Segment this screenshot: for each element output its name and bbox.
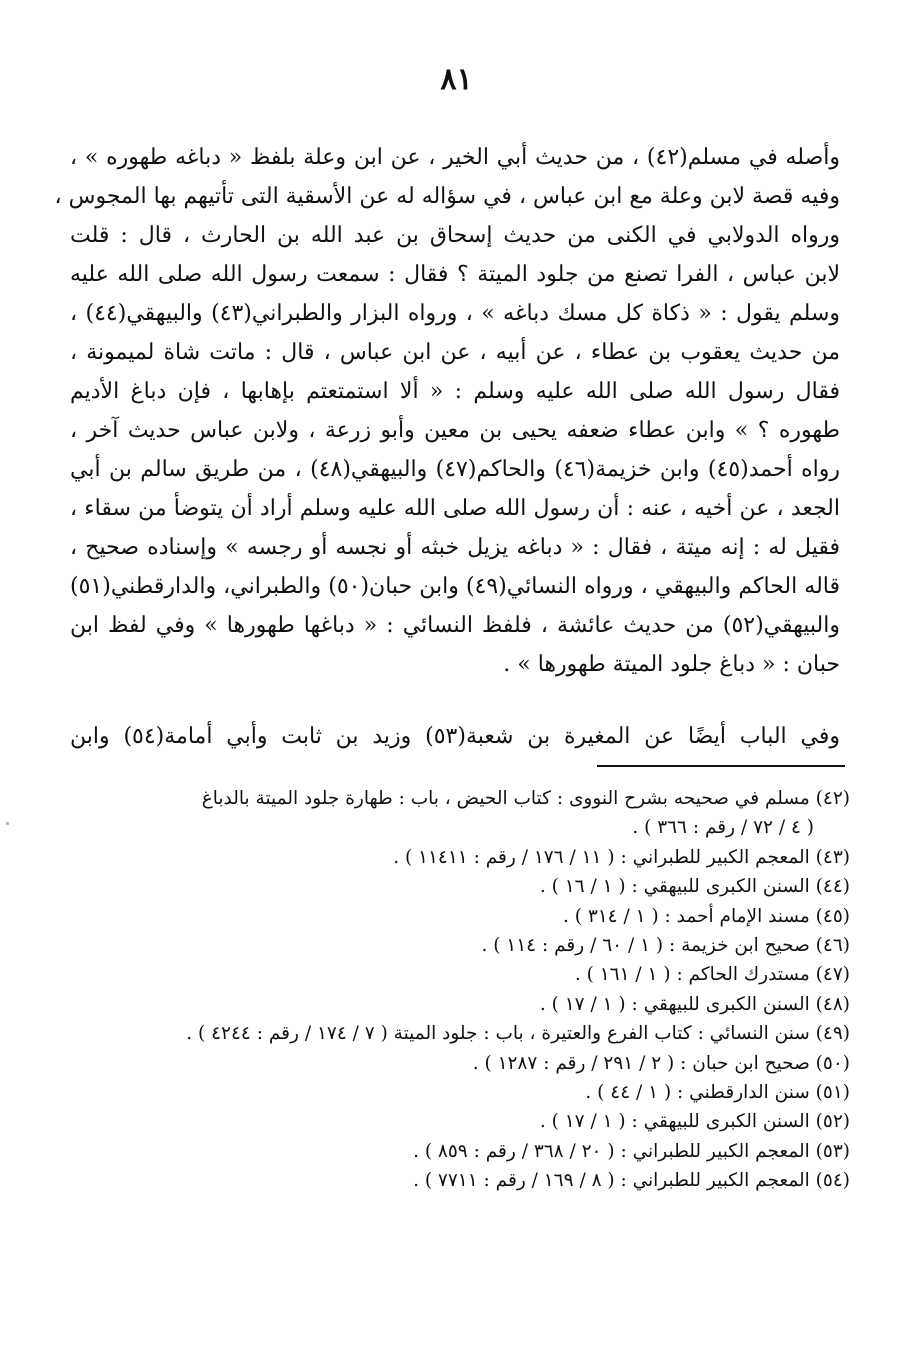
- text-line: وأصله في مسلم(٤٢) ، من حديث أبي الخير ، عن ابن وعلة بلفظ « دباغه طهوره » ،: [70, 145, 840, 170]
- footnote-50: (٥٠) صحيح ابن حبان : ( ٢ / ٢٩١ / رقم : ١٢٨٧ ) .: [472, 1052, 850, 1074]
- footnote-separator: [597, 765, 845, 767]
- footnote-42-continuation: ( ٤ / ٧٢ / رقم : ٣٦٦ ) .: [632, 817, 814, 839]
- main-text-block: [54, 138, 841, 684]
- footnote-45: (٤٥) مسند الإمام أحمد : ( ١ / ٣١٤ ) .: [562, 905, 850, 927]
- text-line: ورواه الدولابي في الكنى من حديث إسحاق بن عبد الله بن الحارث ، قال : قلت: [70, 223, 840, 248]
- text-line: حبان : « دباغ جلود الميتة طهورها » .: [503, 652, 840, 677]
- footnote-54: (٥٤) المعجم الكبير للطبراني : ( ٨ / ١٦٩ / رقم : ٧٧١١ ) .: [413, 1170, 850, 1192]
- text-line: والبيهقي(٥٢) من حديث عائشة ، فلفظ النسائي : « دباغها طهورها » وفي لفظ ابن: [70, 613, 840, 638]
- footnote-47: (٤٧) مستدرك الحاكم : ( ١ / ١٦١ ) .: [574, 964, 850, 986]
- footnote-42: (٤٢) مسلم في صحيحه بشرح النووى : كتاب الحيض ، باب : طهارة جلود الميتة بالدباغ: [201, 788, 850, 809]
- footnotes-block: [60, 784, 850, 1195]
- text-line: من حديث يعقوب بن عطاء ، عن أبيه ، عن ابن عباس ، قال : ماتت شاة لميمونة ،: [70, 340, 840, 365]
- text-line: طهوره ؟ » وابن عطاء ضعفه يحيى بن معين وأبو زرعة ، ولابن عباس حديث آخر ،: [70, 418, 840, 443]
- page-number: ٨١: [440, 62, 473, 97]
- footnote-52: (٥٢) السنن الكبرى للبيهقي : ( ١ / ١٧ ) .: [539, 1111, 850, 1133]
- footnote-43: (٤٣) المعجم الكبير للطبراني : ( ١١ / ١٧٦ / رقم : ١١٤١١ ) .: [393, 846, 850, 868]
- text-line: فقيل له : إنه ميتة ، فقال : « دباغه يزيل خبثه أو نجسه أو رجسه » وإسناده صحيح ،: [70, 535, 840, 560]
- scan-speck: [6, 822, 9, 825]
- footnote-48: (٤٨) السنن الكبرى للبيهقي : ( ١ / ١٧ ) .: [539, 993, 850, 1015]
- footnote-49: (٤٩) سنن النسائي : كتاب الفرع والعتيرة ، باب : جلود الميتة ( ٧ / ١٧٤ / رقم : ٤٢٤٤ ) .: [186, 1023, 850, 1045]
- text-line: الجعد ، عن أخيه ، عنه : أن رسول الله صلى الله عليه وسلم أراد أن يتوضأ من سقاء ،: [70, 496, 840, 521]
- bab-paragraph: [70, 717, 840, 756]
- text-line: قاله الحاكم والبيهقي ، ورواه النسائي(٤٩) وابن حبان(٥٠) والطبراني، والدارقطني(٥١): [70, 574, 840, 599]
- footnote-44: (٤٤) السنن الكبرى للبيهقي : ( ١ / ١٦ ) .: [539, 876, 850, 898]
- text-line: وفي الباب أيضًا عن المغيرة بن شعبة(٥٣) وزيد بن ثابت وأبي أمامة(٥٤) وابن: [70, 724, 840, 749]
- text-line: وسلم يقول : « ذكاة كل مسك دباغه » ، ورواه البزار والطبراني(٤٣) والبيهقي(٤٤) ،: [70, 301, 841, 326]
- text-line: وفيه قصة لابن وعلة مع ابن عباس ، في سؤاله له عن الأسقية التى تأتيهم بها المجوس ،: [54, 184, 840, 209]
- footnote-53: (٥٣) المعجم الكبير للطبراني : ( ٢٠ / ٣٦٨ / رقم : ٨٥٩ ) .: [413, 1140, 850, 1162]
- text-line: رواه أحمد(٤٥) وابن خزيمة(٤٦) والحاكم(٤٧) والبيهقي(٤٨) ، من طريق سالم بن أبي: [70, 457, 841, 482]
- footnote-46: (٤٦) صحيح ابن خزيمة : ( ١ / ٦٠ / رقم : ١١٤ ) .: [481, 934, 850, 956]
- text-line: لابن عباس ، الفرا تصنع من جلود الميتة ؟ فقال : سمعت رسول الله صلى الله عليه: [70, 262, 840, 287]
- footnote-51: (٥١) سنن الدارقطني : ( ١ / ٤٤ ) .: [585, 1081, 850, 1103]
- text-line: فقال رسول الله صلى الله عليه وسلم : « ألا استمتعتم بإهابها ، فإن دباغ الأديم: [70, 379, 840, 404]
